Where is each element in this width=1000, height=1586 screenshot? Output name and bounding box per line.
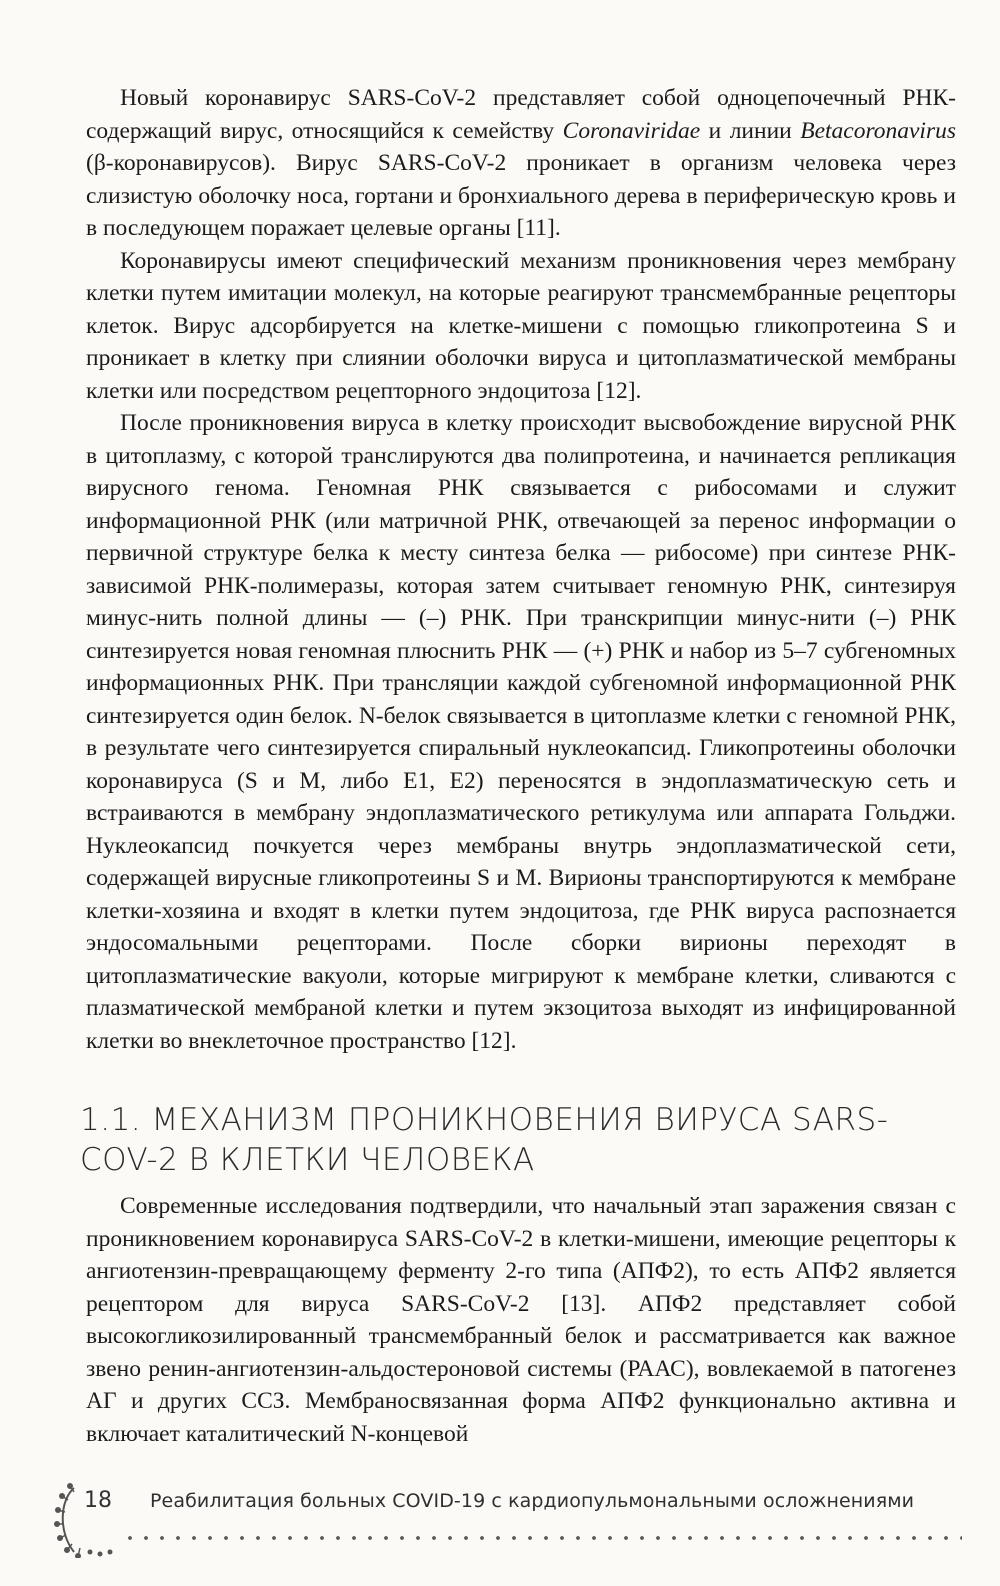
page-footer [52, 1482, 962, 1562]
intro-text-block [86, 82, 956, 1057]
paragraph-3: После проникновения вируса в клетку происходит высвобождение вирусной РНК в цитоплазму, с которой транслируются два полипротеина, и начинается репликация вирусного генома. Геномная РНК связывается с рибосомами и служит информационной РНК (или матричной РНК, отвечающей за перенос информации о первичной структуре белка к месту синтеза белка — рибосоме) при синтезе РНК-зависимой РНК-полимеразы, которая затем считывает геномную РНК, синтезируя минус-нить полной длины — (–) РНК. При транскрипции минус-нити (–) РНК синтезируется новая геномная плюснить РНК — (+) РНК и набор из 5–7 субгеномных информационных РНК. При трансляции каждой субгеномной информационной РНК синтезируется один белок. N-белок связывается в цитоплазме клетки с геномной РНК, в результате чего синтезируется спиральный нуклеокапсид. Гликопротеины оболочки коронавируса (S и M, либо E1, E2) переносятся в эндоплазматическую сеть и встраиваются в мембрану эндоплазматического ретикулума или аппарата Гольджи. Нуклеокапсид почкуется через мембраны внутрь эндоплазматической сети, содержащей вирусные гликопротеины S и M. Вирионы транспортируются к мембране клетки-хозяина и входят в клетки путем эндоцитоза, где РНК вируса распознается эндосомальными рецепторами. После сборки вирионы переходят в цитоплазматические вакуоли, которые мигрируют к мембране клетки, сливаются с плазматической мембраной клетки и путем экзоцитоза выходят из инфицированной клетки во внеклеточное пространство [12]. [86, 410, 956, 1054]
italic-term: Betacoronavirus [800, 117, 956, 144]
section-text-block [86, 1190, 956, 1450]
dotted-divider [122, 1534, 962, 1542]
paragraph-2: Коронавирусы имеют специфический механизм проникновения через мембрану клетки путем имитации молекул, на которые реагируют трансмембранные рецепторы клеток. Вирус адсорбируется на клетке-мишени с помощью гликопротеина S и проникает в клетку при слиянии оболочки вируса и цитоплазматической мембраны клетки или посредством рецепторного эндоцитоза [12]. [86, 247, 956, 404]
italic-term: Coronaviridae [562, 117, 701, 144]
section-heading: 1.1. МЕХАНИЗМ ПРОНИКНОВЕНИЯ ВИРУСА SARS-COV-2 В КЛЕТКИ ЧЕЛОВЕКА [80, 1102, 889, 1178]
page-number: 18 [84, 1488, 112, 1513]
running-footer-title: Реабилитация больных COVID-19 с кардиопульмональными осложнениями [150, 1490, 915, 1512]
paragraph-4: Современные исследования подтвердили, что начальный этап заражения связан с проникновением коронавируса SARS-CoV-2 в клетки-мишени, имеющие рецепторы к ангиотензин-превращающему ферменту 2-го типа (АПФ2), то есть АПФ2 является рецептором для вируса SARS-CoV-2 [13]. АПФ2 представляет собой высокогликозилированный трансмембранный белок и рассматривается как важное звено ренин-ангиотензин-альдостероновой системы (РААС), вовлекаемой в патогенез АГ и других ССЗ. Мембраносвязанная форма АПФ2 функционально активна и включает каталитический N-концевой [86, 1193, 956, 1447]
paragraph-1: Новый коронавирус SARS-CoV-2 представляет собой одноцепочечный РНК-содержащий вирус, относящийся к семейству Coronaviridae и линии Betacoronavirus (β-коронавирусов). Вирус SARS-CoV-2 проникает в организм человека через слизистую оболочку носа, гортани и бронхиального дерева в периферическую кровь и в последующем поражает целевые органы [11]. [86, 85, 956, 241]
